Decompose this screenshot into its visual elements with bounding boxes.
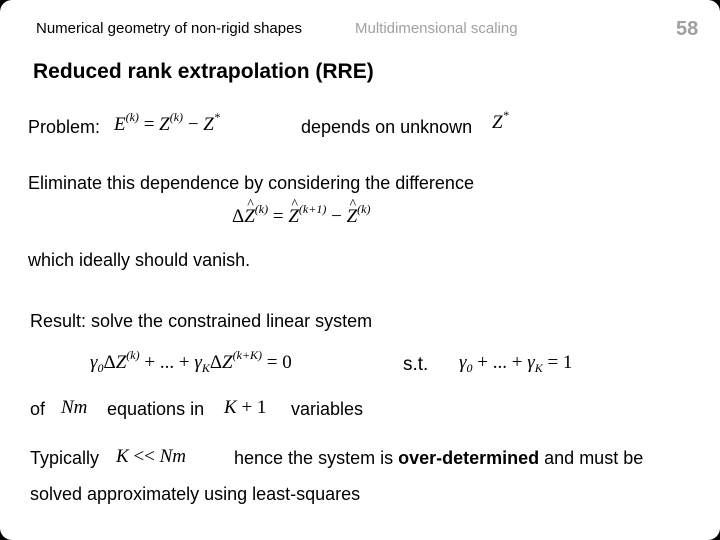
- variables-text: variables: [291, 399, 364, 419]
- of-text: of: [30, 399, 46, 419]
- formula-nm: Nm: [61, 397, 88, 418]
- formula-error-definition: $E^{(k)} = Z^{(k)} - Z^*$: [114, 110, 220, 135]
- over-determined-text: over-determined: [398, 448, 540, 468]
- equations-in-text: equations in: [107, 399, 205, 419]
- header-course-title: Numerical geometry of non-rigid shapes: [36, 20, 302, 37]
- hence-text: hence the system is: [234, 448, 394, 468]
- such-that-text: s.t.: [403, 354, 429, 375]
- formula-k-much-less-nm: K << Nm: [116, 446, 187, 467]
- formula-constraint: $\gamma_0$ + ... + $\gamma_K = 1$: [459, 352, 573, 375]
- typically-text: Typically: [30, 448, 100, 468]
- page-number: 58: [676, 18, 699, 40]
- formula-k-plus-one: K + 1: [224, 397, 267, 418]
- eliminate-text: Eliminate this dependence by considering the difference: [28, 173, 474, 193]
- least-squares-text: solved approximately using least-squares: [30, 484, 361, 504]
- result-text: Result: solve the constrained linear system: [30, 311, 373, 331]
- problem-text: depends on unknown: [301, 117, 473, 137]
- formula-difference: Δ^ $Z^{(k)}$ = ^ $Z^{(k+1)}$ − ^ $Z^{(k)}$: [232, 206, 370, 228]
- vanish-text: which ideally should vanish.: [28, 250, 251, 270]
- formula-z-star: Z*: [492, 108, 509, 133]
- and-must-be-text: and must be: [544, 448, 644, 468]
- header-section-title: Multidimensional scaling: [355, 20, 518, 37]
- typically-sentence: [234, 448, 643, 469]
- problem-label: Problem:: [28, 117, 101, 137]
- slide-title: Reduced rank extrapolation (RRE): [33, 60, 374, 83]
- formula-linear-system: $\gamma_0\Delta Z^{(k)}$ + ... + $\gamma_K\Delta Z^{(k+K)} = 0$: [90, 348, 292, 375]
